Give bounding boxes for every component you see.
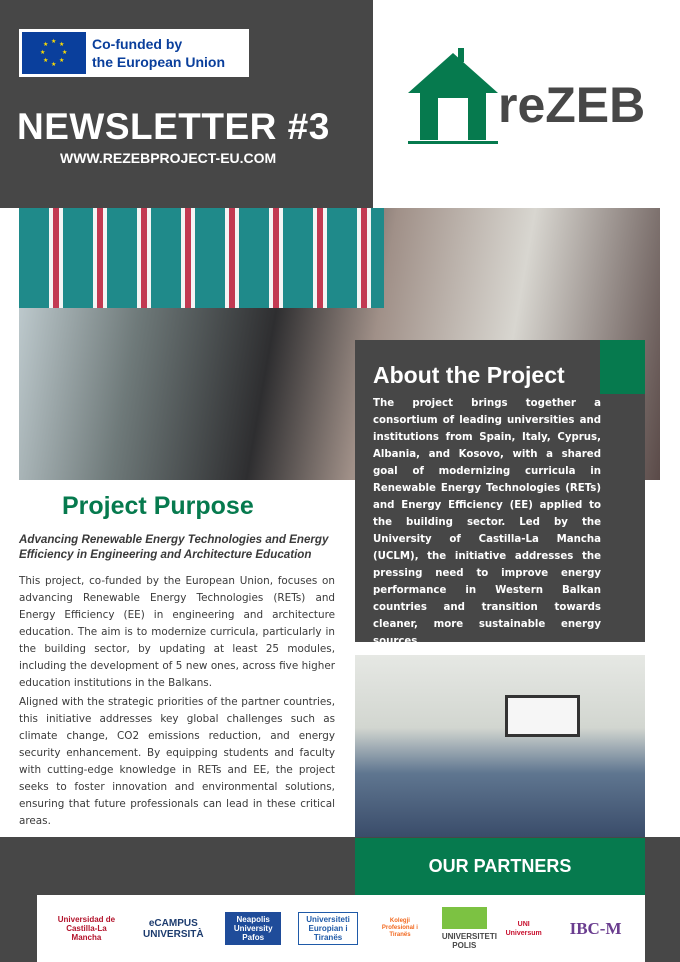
partner-logo: Universiteti Europian i Tiranës <box>298 912 358 945</box>
logo-text: reZEB <box>498 77 646 133</box>
about-body: The project brings together a consortium of leading universities and institutions from Spain, Italy, Cyprus, Albania, and Kosovo, with a shared goal of modernizing curricula in Renewable Energy Technologies (RETs) and Energy Efficiency (EE) applied to the building sector. Led by the University of Castilla-La Mancha (UCLM), the initiative addresses the pressing need to improve energy performance in Western Balkan countries and transition towards cleaner, more sustainable energy sources. <box>373 398 601 647</box>
green-accent <box>600 340 645 394</box>
partner-logo: IBC-M <box>569 918 622 938</box>
eu-flag-icon: ★ ★ ★ ★ ★ ★ ★ ★ <box>22 32 86 74</box>
partners-title: OUR PARTNERS <box>355 838 645 895</box>
house-logo-icon <box>408 48 498 148</box>
purpose-subtitle: Advancing Renewable Energy Technologies and Energy Efficiency in Engineering and Architecture Education <box>19 533 329 561</box>
purpose-paragraph: This project, co-funded by the European Union, focuses on advancing Renewable Energy Technologies (RETs) and Energy Efficiency (EE) in engineering and architecture education. The aim is to modernize curricula, particularly in the building sector, by updating at least 25 modules, including the development of 5 new ones, across five higher education institutions in the Balkans. <box>19 575 335 689</box>
classroom-photo <box>355 655 645 837</box>
eu-badge-text <box>92 35 225 71</box>
purpose-body <box>19 573 335 830</box>
partner-logo: UNI Universum <box>505 920 542 937</box>
eu-badge-line1: Co-funded by <box>92 36 183 52</box>
about-title: About the Project <box>373 362 565 388</box>
website-link[interactable]: WWW.REZEBPROJECT-EU.COM <box>60 150 277 166</box>
about-section <box>355 340 645 647</box>
eu-cofunded-badge <box>19 29 249 77</box>
header-band <box>0 0 373 208</box>
purpose-paragraph: Aligned with the strategic priorities of the partner countries, this initiative addresses key global challenges such as climate change, CO2 emissions reduction, and energy security enhancement. By equipping students and faculty with cutting-edge knowledge in RETs and EE, the project seeks to foster innovation and environmental solutions, ensuring that future professionals can lead in these critical areas. <box>19 696 335 827</box>
eu-badge-line2: the European Union <box>92 54 225 70</box>
partner-logo: Neapolis University Pafos <box>225 912 281 945</box>
purpose-title: Project Purpose <box>62 492 254 520</box>
partner-logo: eCAMPUS UNIVERSITÀ <box>143 917 204 940</box>
partner-logo: UNIVERSITETI POLIS <box>442 907 487 950</box>
partner-logo: Universidad de Castilla-La Mancha <box>57 915 116 942</box>
partner-logo: Kolegji Profesional i Tiranës <box>381 918 418 938</box>
rezeb-logo <box>408 48 648 148</box>
partner-logos <box>37 895 645 962</box>
newsletter-title: NEWSLETTER #3 <box>17 106 330 147</box>
